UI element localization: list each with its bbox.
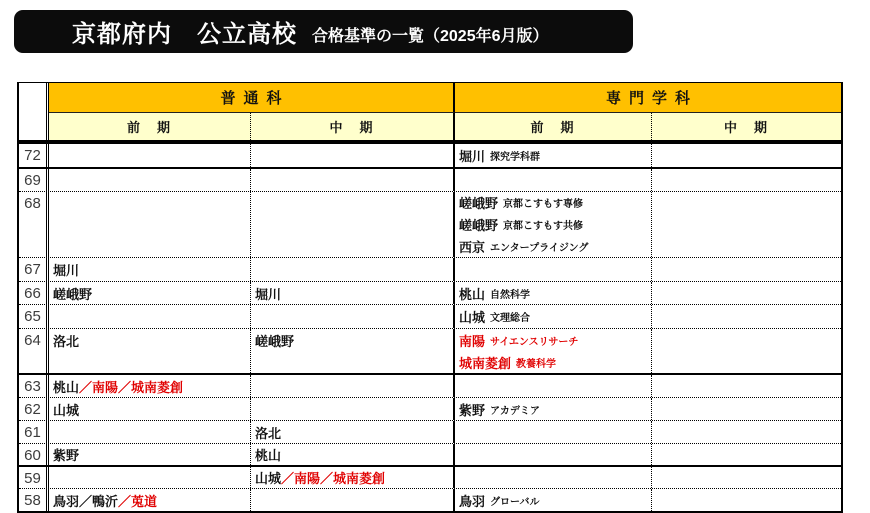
- general-mid-cell: [251, 444, 455, 465]
- general-mid-cell: [251, 489, 455, 511]
- school-entry: [459, 214, 651, 236]
- score-cell: 65: [19, 305, 49, 328]
- standards-table: [17, 82, 843, 513]
- school-entry: [255, 329, 453, 351]
- score-cell: 66: [19, 282, 49, 304]
- school-name: 山城: [459, 309, 486, 325]
- school-entry: [53, 282, 250, 304]
- table-row: [19, 489, 841, 513]
- special-early-cell: [455, 489, 652, 511]
- school-name: 山城: [255, 471, 282, 486]
- special-early-cell: [455, 169, 652, 191]
- period-header-special-mid: 中 期: [652, 113, 841, 140]
- school-entry: [459, 144, 651, 166]
- course-name: グローバル: [490, 496, 540, 508]
- score-cell: 58: [19, 489, 49, 511]
- table-row: [19, 375, 841, 398]
- period-header-general-early: 前 期: [49, 113, 251, 140]
- general-mid-cell: [251, 329, 455, 373]
- school-entry: [459, 329, 651, 351]
- school-entry: [459, 235, 651, 257]
- general-early-cell: [49, 144, 251, 167]
- period-header-row: [19, 113, 841, 140]
- table-row: [19, 144, 841, 169]
- course-name: サイエンスリサーチ: [490, 336, 579, 348]
- special-mid-cell: [652, 144, 841, 167]
- table-row: [19, 282, 841, 305]
- school-name: ／南陽／城南菱創: [79, 379, 184, 395]
- general-mid-cell: [251, 467, 455, 488]
- special-early-cell: [455, 258, 652, 281]
- course-name: 自然科学: [490, 289, 531, 301]
- course-name: 探究学科群: [490, 151, 541, 163]
- score-cell: 62: [19, 398, 49, 420]
- special-early-cell: [455, 144, 652, 167]
- table-row: [19, 467, 841, 489]
- school-name: 嵯峨野: [459, 218, 499, 233]
- score-cell: 72: [19, 144, 49, 167]
- general-early-cell: [49, 169, 251, 191]
- general-early-cell: [49, 467, 251, 488]
- special-mid-cell: [652, 444, 841, 465]
- school-name: ／南陽／城南菱創: [281, 471, 386, 486]
- school-name: 堀川: [255, 286, 282, 302]
- school-name: 桃山: [255, 448, 282, 463]
- table-row: [19, 398, 841, 421]
- score-cell: 68: [19, 192, 49, 257]
- general-early-cell: [49, 258, 251, 281]
- score-cell: 67: [19, 258, 49, 281]
- school-entry: [53, 444, 250, 465]
- school-name: 堀川: [53, 262, 80, 278]
- school-name: 洛北: [53, 333, 80, 349]
- school-entry: [459, 282, 651, 304]
- table-row: [19, 192, 841, 258]
- school-name: 桃山: [459, 286, 486, 302]
- special-early-cell: [455, 398, 652, 420]
- section-header-special: 専門学科: [455, 83, 841, 113]
- school-name: 鳥羽／鴨沂: [53, 493, 119, 509]
- special-early-cell: [455, 329, 652, 373]
- school-name: 紫野: [53, 448, 80, 463]
- school-entry: [53, 375, 250, 397]
- table-row: [19, 305, 841, 329]
- period-header-general-mid: 中 期: [251, 113, 455, 140]
- special-mid-cell: [652, 489, 841, 511]
- special-mid-cell: [652, 192, 841, 257]
- general-mid-cell: [251, 144, 455, 167]
- course-name: アカデミア: [490, 405, 540, 417]
- school-entry: [255, 467, 453, 488]
- school-name: 紫野: [459, 402, 486, 418]
- general-mid-cell: [251, 398, 455, 420]
- school-entry: [459, 489, 651, 511]
- section-header-row: [19, 83, 841, 113]
- general-mid-cell: [251, 305, 455, 328]
- school-entry: [255, 444, 453, 465]
- general-mid-cell: [251, 375, 455, 397]
- school-name: ／莵道: [118, 493, 158, 509]
- school-entry: [459, 351, 651, 373]
- school-name: 南陽: [459, 333, 486, 349]
- school-name: 堀川: [459, 148, 486, 164]
- special-mid-cell: [652, 305, 841, 328]
- school-name: 洛北: [255, 425, 282, 441]
- school-name: 嵯峨野: [53, 286, 93, 302]
- school-entry: [53, 258, 250, 280]
- table-row: [19, 421, 841, 444]
- general-early-cell: [49, 282, 251, 304]
- course-name: 京都こすもす専修: [503, 199, 584, 211]
- title-bar: [14, 10, 633, 53]
- special-mid-cell: [652, 282, 841, 304]
- general-early-cell: [49, 329, 251, 373]
- special-mid-cell: [652, 467, 841, 488]
- page-subtitle: 合格基準の一覧（2025年6月版）: [312, 27, 549, 45]
- school-name: 桃山: [53, 379, 80, 395]
- general-early-cell: [49, 375, 251, 397]
- score-cell: 59: [19, 467, 49, 488]
- special-early-cell: [455, 305, 652, 328]
- general-early-cell: [49, 305, 251, 328]
- course-name: 文理総合: [490, 312, 531, 324]
- section-header-general: 普通科: [49, 83, 455, 113]
- general-early-cell: [49, 192, 251, 257]
- school-name: 嵯峨野: [459, 196, 499, 212]
- general-mid-cell: [251, 282, 455, 304]
- school-name: 西京: [459, 239, 486, 255]
- general-early-cell: [49, 444, 251, 465]
- table-row: [19, 258, 841, 282]
- school-entry: [255, 421, 453, 443]
- special-early-cell: [455, 421, 652, 443]
- school-name: 山城: [53, 402, 80, 418]
- course-name: 教養科学: [516, 358, 557, 370]
- score-cell: 69: [19, 169, 49, 191]
- special-mid-cell: [652, 421, 841, 443]
- score-cell: 64: [19, 329, 49, 373]
- school-name: 嵯峨野: [255, 333, 295, 349]
- special-early-cell: [455, 444, 652, 465]
- score-cell: 63: [19, 375, 49, 397]
- special-mid-cell: [652, 329, 841, 373]
- course-name: エンタープライジング: [490, 242, 589, 254]
- special-early-cell: [455, 467, 652, 488]
- school-entry: [53, 398, 250, 420]
- school-entry: [459, 305, 651, 327]
- special-mid-cell: [652, 375, 841, 397]
- general-mid-cell: [251, 169, 455, 191]
- school-entry: [459, 398, 651, 420]
- score-header-cell: [19, 113, 49, 140]
- general-mid-cell: [251, 258, 455, 281]
- school-name: 鳥羽: [459, 493, 486, 509]
- score-header-cell: [19, 83, 49, 113]
- school-name: 城南菱創: [459, 355, 512, 371]
- special-early-cell: [455, 282, 652, 304]
- special-mid-cell: [652, 258, 841, 281]
- page-title: 京都府内 公立高校: [72, 21, 297, 48]
- general-mid-cell: [251, 421, 455, 443]
- general-mid-cell: [251, 192, 455, 257]
- special-early-cell: [455, 192, 652, 257]
- special-early-cell: [455, 375, 652, 397]
- table-body: [19, 144, 841, 513]
- table-row: [19, 169, 841, 192]
- score-cell: 60: [19, 444, 49, 465]
- table-row: [19, 329, 841, 375]
- school-entry: [459, 192, 651, 214]
- special-mid-cell: [652, 398, 841, 420]
- score-cell: 61: [19, 421, 49, 443]
- period-header-special-early: 前 期: [455, 113, 652, 140]
- general-early-cell: [49, 421, 251, 443]
- school-entry: [255, 282, 453, 304]
- school-entry: [53, 329, 250, 351]
- course-name: 京都こすもす共修: [503, 221, 584, 232]
- table-row: [19, 444, 841, 467]
- school-entry: [53, 489, 250, 511]
- general-early-cell: [49, 489, 251, 511]
- general-early-cell: [49, 398, 251, 420]
- special-mid-cell: [652, 169, 841, 191]
